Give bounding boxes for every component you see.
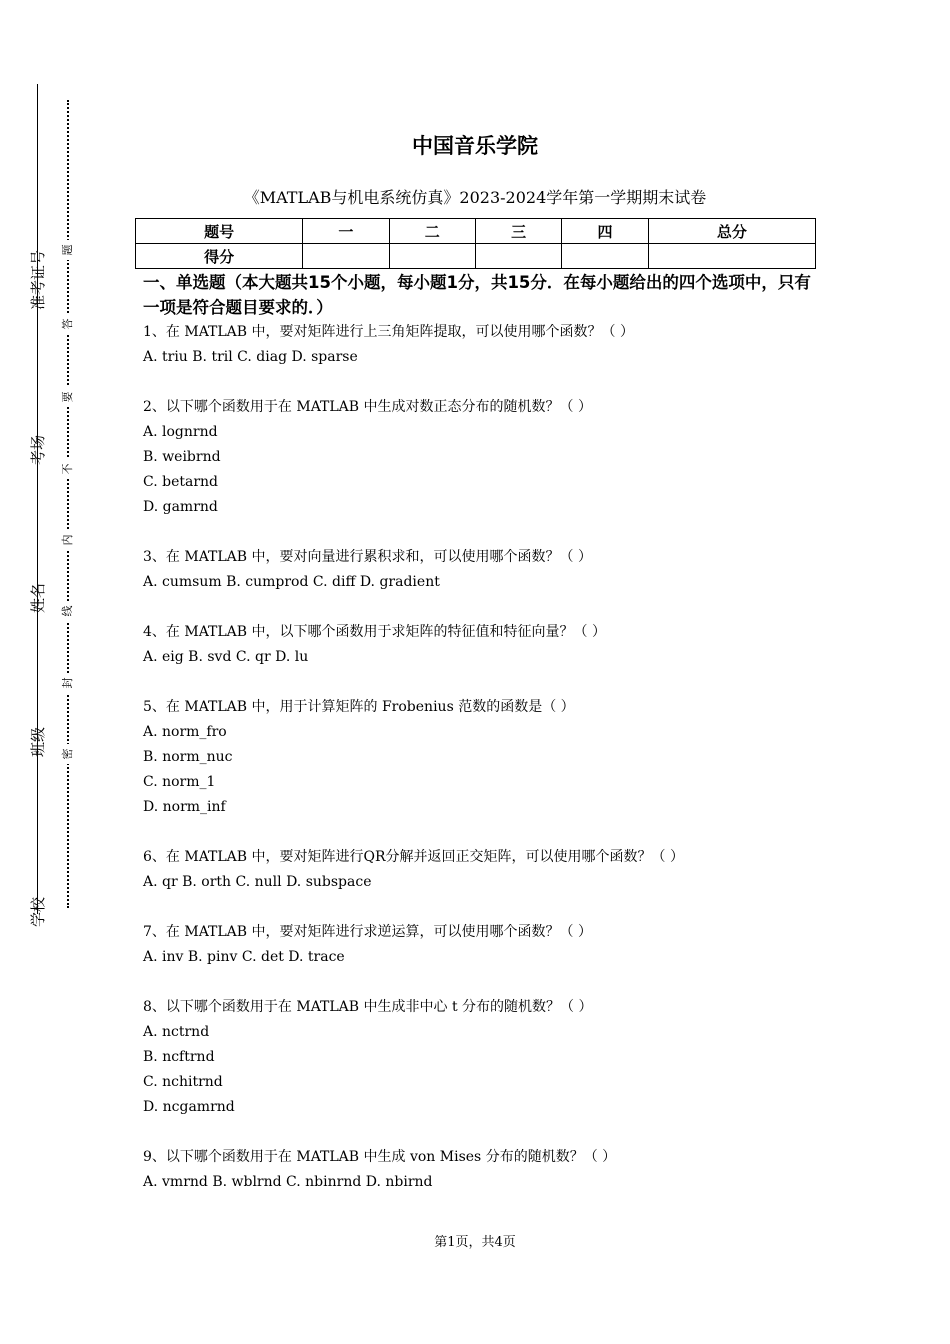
class-label: 班级 [29,727,47,758]
seal-char: 不 [61,459,75,479]
answer-option: A. triu B. tril C. diag D. sparse [143,349,358,365]
exam-subtitle: 《MATLAB与机电系统仿真》2023-2024学年第一学期期末试卷 [243,188,707,207]
score-table-header-row [136,219,816,244]
score-cell: 一 [303,219,389,244]
question-block [143,845,843,895]
question-list [143,320,843,1220]
section-heading: 一、单选题（本大题共15个小题，每小题1分，共15分．在每小题给出的四个选项中，只有一项是符合题目要求的．） [143,273,811,317]
answer-option: C. nchitrnd [143,1074,223,1090]
name-label: 姓名 [29,583,47,614]
question-text: 5、在 MATLAB 中，用于计算矩阵的 Frobenius 范数的函数是（ ） [143,699,575,715]
answer-option: A. cumsum B. cumprod C. diff D. gradient [143,574,440,590]
answer-option: A. inv B. pinv C. det D. trace [143,949,345,965]
question-text: 2、以下哪个函数用于在 MATLAB 中生成对数正态分布的随机数？（ ） [143,399,592,415]
score-cell [303,244,389,269]
answer-option: D. norm_inf [143,799,226,815]
answer-option: A. eig B. svd C. qr D. lu [143,649,309,665]
question-block [143,920,843,970]
seal-char: 密 [61,744,75,764]
question-text: 9、以下哪个函数用于在 MATLAB 中生成 von Mises 分布的随机数？（ ） [143,1149,617,1165]
answer-option: D. ncgamrnd [143,1099,235,1115]
page-footer: 第1页，共4页 [434,1235,516,1250]
exam-room-label: 考场 [29,435,47,466]
answer-option: A. nctrnd [143,1024,210,1040]
seal-char: 要 [61,387,75,407]
answer-option: B. ncftrnd [143,1049,215,1065]
answer-option: A. vmrnd B. wblrnd C. nbinrnd D. nbirnd [143,1174,433,1190]
score-cell: 得分 [136,244,303,269]
score-cell: 总分 [648,219,815,244]
answer-option: C. betarnd [143,474,219,490]
seal-char: 封 [61,673,75,693]
question-text: 4、在 MATLAB 中，以下哪个函数用于求矩阵的特征值和特征向量？（ ） [143,624,606,640]
school-label: 学校 [29,897,47,928]
score-cell: 二 [389,219,475,244]
question-block [143,995,843,1120]
seal-char: 内 [61,530,75,550]
answer-option: B. norm_nuc [143,749,233,765]
question-text: 8、以下哪个函数用于在 MATLAB 中生成非中心 t 分布的随机数？（ ） [143,999,593,1015]
question-text: 6、在 MATLAB 中，要对矩阵进行QR分解并返回正交矩阵，可以使用哪个函数？（ ） [143,849,684,865]
score-cell: 三 [475,219,561,244]
seal-dotted-line [67,100,69,908]
answer-option: A. qr B. orth C. null D. subspace [143,874,372,890]
question-block [143,395,843,520]
answer-option: A. norm_fro [143,724,227,740]
score-table [135,218,816,269]
question-block [143,620,843,670]
question-block [143,545,843,595]
seal-char: 题 [61,240,75,260]
seal-char: 线 [61,601,75,621]
answer-option: B. weibrnd [143,449,221,465]
question-text: 3、在 MATLAB 中，要对向量进行累积求和，可以使用哪个函数？（ ） [143,549,592,565]
question-text: 7、在 MATLAB 中，要对矩阵进行求逆运算，可以使用哪个函数？（ ） [143,924,592,940]
score-cell [648,244,815,269]
question-block [143,1145,843,1195]
exam-number-label: 准考证号 [29,249,47,310]
question-block [143,320,843,370]
answer-option: D. gamrnd [143,499,218,515]
school-title: 中国音乐学院 [412,134,538,158]
question-block [143,695,843,820]
score-cell: 四 [562,219,648,244]
score-cell: 题号 [136,219,303,244]
question-text: 1、在 MATLAB 中，要对矩阵进行上三角矩阵提取，可以使用哪个函数？（ ） [143,324,634,340]
answer-option: A. lognrnd [143,424,218,440]
answer-option: C. norm_1 [143,774,216,790]
score-cell [475,244,561,269]
binding-line [37,84,38,914]
score-table-score-row [136,244,816,269]
seal-char: 答 [61,314,75,334]
score-cell [389,244,475,269]
score-cell [562,244,648,269]
